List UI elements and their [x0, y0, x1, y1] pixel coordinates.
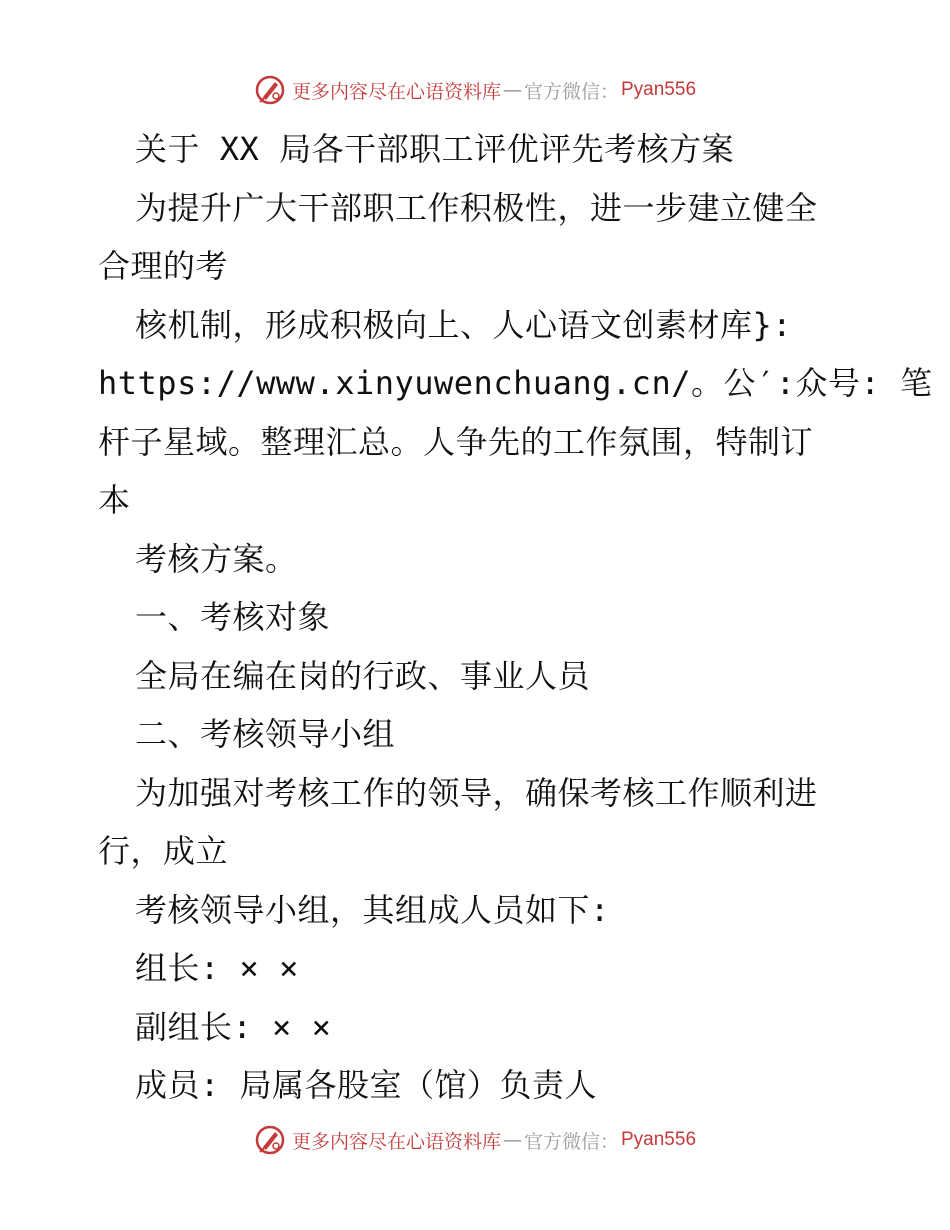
document-body: [98, 120, 933, 1115]
document-line: 考核方案。: [135, 539, 298, 578]
banner-official-label: 官方微信：: [523, 1130, 619, 1153]
banner-dash: —: [502, 1129, 522, 1151]
document-line: 副组长: × ×: [135, 1007, 332, 1046]
document-line: 考核领导小组，其组成人员如下:: [135, 890, 610, 929]
banner-wechat-id: Pyan556: [621, 79, 697, 100]
document-line: 一、考核对象: [135, 598, 331, 636]
quill-pen-logo-icon: [254, 74, 286, 106]
document-line: 为加强对考核工作的领导，确保考核工作顺利进: [135, 773, 818, 812]
document-line: 成员: 局属各股室（馆）负责人: [135, 1066, 598, 1104]
document-line: 杆子星域。整理汇总。人争先的工作氛围，特制订: [98, 422, 814, 461]
document-line: 全局在编在岗的行政、事业人员: [135, 656, 591, 695]
banner-wechat-id: Pyan556: [621, 1129, 697, 1150]
banner-brand-text: 更多内容尽在心语资料库: [291, 1130, 501, 1153]
document-line: https://www.xinyuwenchuang.cn/。公′:众号: 笔: [98, 364, 933, 402]
document-line: 核机制，形成积极向上、人心语文创素材库}:: [135, 305, 793, 344]
footer-watermark-banner: [0, 1120, 950, 1160]
document-line: 组长: × ×: [135, 949, 299, 987]
banner-brand-text: 更多内容尽在心语资料库: [291, 80, 501, 103]
document-line: 行，成立: [98, 832, 229, 870]
document-line: 合理的考: [98, 247, 229, 285]
banner-official-label: 官方微信：: [523, 80, 619, 103]
document-line: 二、考核领导小组: [135, 715, 396, 753]
document-line: 为提升广大干部职工作积极性，进一步建立健全: [135, 188, 818, 227]
quill-pen-logo-icon: [254, 1124, 286, 1156]
banner-dash: —: [502, 79, 522, 101]
document-line: 本: [98, 481, 131, 519]
document-line: 关于 XX 局各干部职工评优评先考核方案: [135, 130, 735, 168]
header-watermark-banner: [0, 70, 950, 110]
